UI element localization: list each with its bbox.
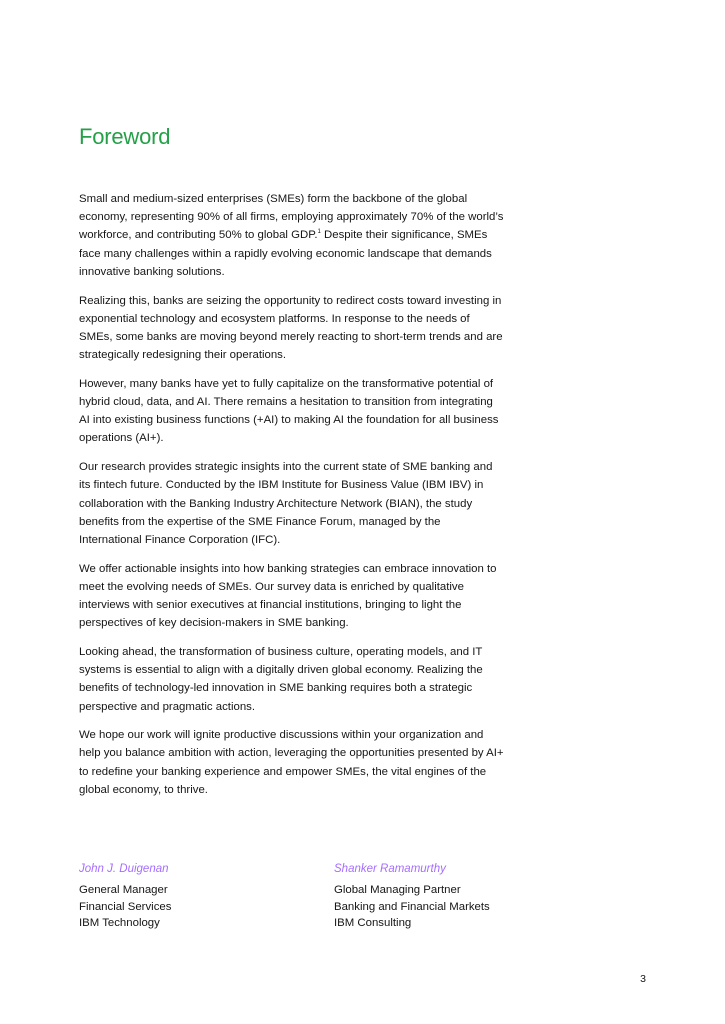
paragraph: We offer actionable insights into how banking strategies can embrace innovation to meet the evolving needs of SMEs. Our survey data is enriched by qualitative interviews with senior executives at financial institutions, bringing to light the perspectives of key decision-makers in SME banking. xyxy=(79,562,497,630)
signatory-org: IBM Technology xyxy=(79,917,160,929)
page-title: Foreword xyxy=(79,124,171,149)
page-number: 3 xyxy=(640,973,646,985)
signatory-unit: Banking and Financial Markets xyxy=(334,900,490,913)
footnote-marker[interactable]: 1 xyxy=(317,229,321,236)
paragraph: Realizing this, banks are seizing the opportunity to redirect costs toward investing in exponential technology and ecosystem platforms. In response to the needs of SMEs, some banks are moving beyond merely reacting to short-term trends and are strategically redesigning their operations. xyxy=(79,294,503,362)
paragraph: However, many banks have yet to fully capitalize on the transformative potential of hybrid cloud, data, and AI. There remains a hesitation to transition from integrating AI into existing business functions (+AI) to making AI the foundation for all business operations (AI+). xyxy=(79,377,499,445)
paragraph-text-continued: Despite their significance, SMEs face many challenges within a rapidly evolving economic landscape that demands innovative banking solutions. xyxy=(79,229,492,278)
signatory-block xyxy=(79,860,299,932)
paragraph xyxy=(79,190,504,281)
paragraph: Looking ahead, the transformation of business culture, operating models, and IT systems is essential to align with a digitally driven global economy. Realizing the benefits of technology-led innovation in SME banking requires both a strategic perspective and pragmatic actions. xyxy=(79,645,483,713)
signatory-block xyxy=(334,860,554,932)
paragraph-text: Small and medium-sized enterprises (SMEs) form the backbone of the global economy, representing 90% of all firms, employing approximately 70% of the world’s workforce, and contributing 50% to global GDP. xyxy=(79,193,504,242)
paragraph: We hope our work will ignite productive discussions within your organization and help you balance ambition with action, leveraging the opportunities presented by AI+ to redefine your banking experience and empower SMEs, the vital engines of the global economy, to thrive. xyxy=(79,729,504,796)
foreword-body xyxy=(79,190,504,810)
signatory-role: Global Managing Partner xyxy=(334,884,461,896)
signatory-unit: Financial Services xyxy=(79,900,172,913)
signatory-role: General Manager xyxy=(79,884,168,896)
signatory-org: IBM Consulting xyxy=(334,917,412,929)
signatory-name: John J. Duigenan xyxy=(79,863,169,875)
signatory-name: Shanker Ramamurthy xyxy=(334,863,446,875)
paragraph: Our research provides strategic insights into the current state of SME banking and its fintech future. Conducted by the IBM Institute for Business Value (IBM IBV) in collaboration with the Banking Industry Architecture Network (BIAN), the study benefits from the expertise of the SME Finance Forum, managed by the International Finance Corporation (IFC). xyxy=(79,461,493,546)
